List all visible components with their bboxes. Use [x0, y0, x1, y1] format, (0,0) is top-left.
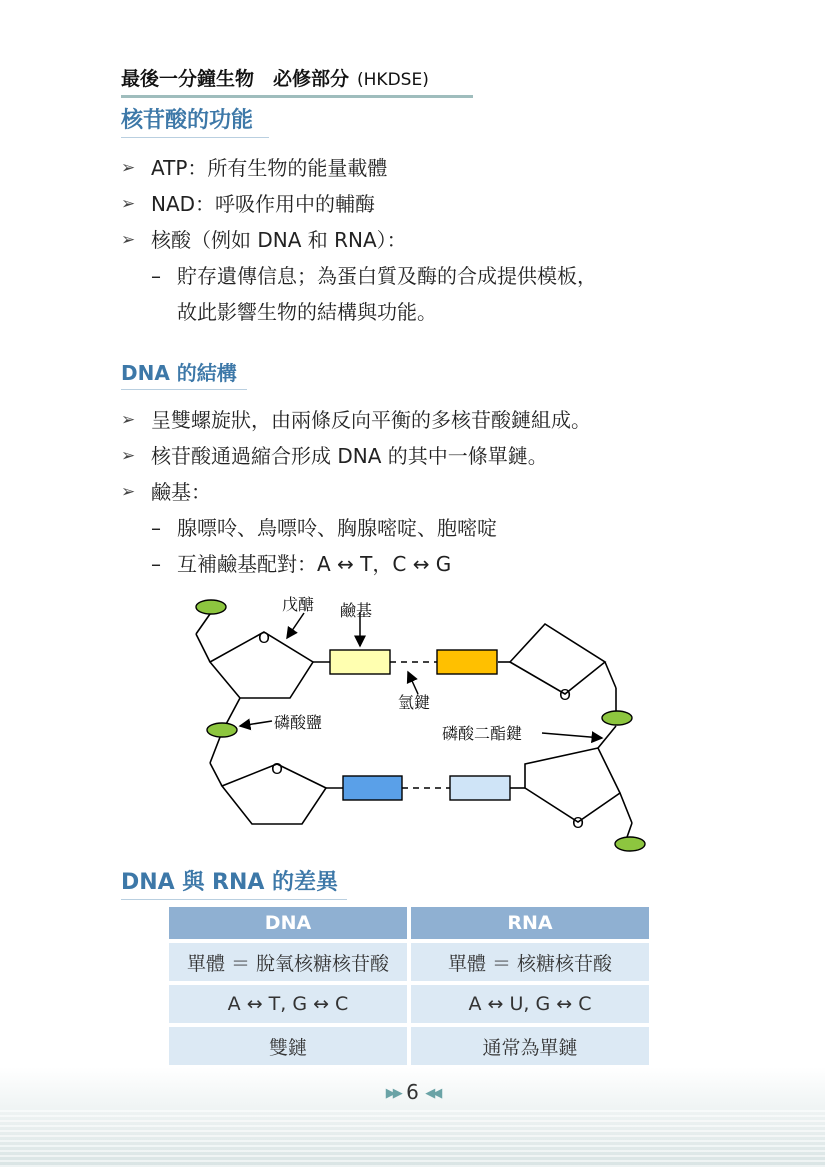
ring-oxygen: O	[271, 760, 283, 778]
pentose-pointer	[287, 613, 304, 638]
section-title-nucleotide-function: 核苷酸的功能	[121, 103, 269, 138]
double-arrow-left-icon: ◀◀	[425, 1086, 440, 1101]
base-box-light-blue	[450, 776, 510, 800]
table-cell: 通常為單鏈	[411, 1027, 649, 1065]
sub-item-continuation: 故此影響生物的結構與功能。	[177, 300, 437, 324]
pentose-ring-bottom-right	[525, 748, 620, 822]
list-item	[121, 186, 741, 222]
table-cell: 單體 ＝ 核糖核苷酸	[411, 943, 649, 981]
column-header-dna: DNA	[169, 907, 407, 939]
arrow-bullet-icon: ➢	[121, 482, 136, 502]
phosphate-group	[196, 600, 226, 614]
page-number	[0, 1080, 825, 1104]
label-hydrogen-bond: 氫鍵	[398, 693, 431, 712]
column-header-rna: RNA	[411, 907, 649, 939]
list-item	[121, 402, 741, 438]
dna-structure-list	[121, 402, 741, 582]
table-cell: 單體 ＝ 脫氧核糖核苷酸	[169, 943, 407, 981]
list-item	[121, 474, 741, 510]
bullet-text: 鹼基：	[151, 480, 211, 504]
sub-list-item	[121, 546, 741, 582]
bullet-text: ATP：所有生物的能量載體	[151, 156, 388, 180]
phosphate-group	[602, 711, 632, 725]
dash-marker: –	[151, 264, 161, 288]
ring-oxygen: O	[559, 686, 571, 704]
sub-list-item	[121, 258, 741, 294]
bullet-text: 核苷酸通過縮合形成 DNA 的其中一條單鏈。	[151, 444, 548, 468]
base-box-orange	[437, 650, 497, 674]
label-phosphate: 磷酸鹽	[274, 713, 323, 732]
arrow-bullet-icon: ➢	[121, 410, 136, 430]
pentose-ring-top-right	[510, 624, 605, 694]
sub-item-text: 貯存遺傳信息；為蛋白質及酶的合成提供模板，	[177, 264, 597, 288]
table-header-row	[169, 907, 649, 939]
label-phosphodiester-bond: 磷酸二酯鍵	[442, 724, 523, 743]
label-base: 鹼基	[340, 601, 373, 620]
nucleotide-function-list	[121, 150, 741, 330]
sub-list-item	[121, 510, 741, 546]
sub-item-text: 腺嘌呤、鳥嘌呤、胸腺嘧啶、胞嘧啶	[177, 516, 497, 540]
section-title-dna-rna-difference: DNA 與 RNA 的差異	[121, 865, 347, 900]
table-row	[169, 1027, 649, 1065]
header-abbr: (HKDSE)	[357, 70, 429, 90]
double-arrow-right-icon: ▶▶	[385, 1086, 400, 1101]
ring-oxygen: O	[258, 629, 270, 647]
table-cell: A ↔ T, G ↔ C	[169, 985, 407, 1023]
dash-marker: –	[151, 552, 161, 576]
sub-item-text: 互補鹼基配對：A ↔ T，C ↔ G	[177, 552, 452, 576]
table-row	[169, 943, 649, 981]
table-cell: A ↔ U, G ↔ C	[411, 985, 649, 1023]
page-number-value: 6	[406, 1080, 419, 1104]
section-title-dna-structure: DNA 的結構	[121, 357, 247, 390]
base-box-blue	[343, 776, 402, 800]
phosphate-pointer	[240, 721, 272, 726]
dna-structure-diagram	[180, 588, 660, 856]
list-item	[121, 150, 741, 186]
arrow-bullet-icon: ➢	[121, 230, 136, 250]
arrow-bullet-icon: ➢	[121, 158, 136, 178]
dna-rna-comparison-table	[165, 903, 653, 1069]
header-title: 最後一分鐘生物 必修部分	[121, 68, 350, 90]
hydrogen-bond-pointer	[408, 672, 418, 694]
page-header	[121, 64, 473, 98]
list-item	[121, 438, 741, 474]
table-cell: 雙鏈	[169, 1027, 407, 1065]
bullet-text: 呈雙螺旋狀，由兩條反向平衡的多核苷酸鏈組成。	[151, 408, 591, 432]
bullet-text: NAD：呼吸作用中的輔酶	[151, 192, 376, 216]
phosphate-group	[207, 723, 237, 737]
base-box-yellow-light	[330, 650, 390, 674]
dash-marker: –	[151, 516, 161, 540]
list-item	[121, 222, 741, 258]
label-pentose: 戊醣	[282, 595, 315, 614]
phosphodiester-pointer	[542, 733, 602, 738]
table-row	[169, 985, 649, 1023]
arrow-bullet-icon: ➢	[121, 446, 136, 466]
arrow-bullet-icon: ➢	[121, 194, 136, 214]
bullet-text: 核酸（例如 DNA 和 RNA）：	[151, 228, 407, 252]
phosphate-group	[615, 837, 645, 851]
ring-oxygen: O	[572, 814, 584, 832]
